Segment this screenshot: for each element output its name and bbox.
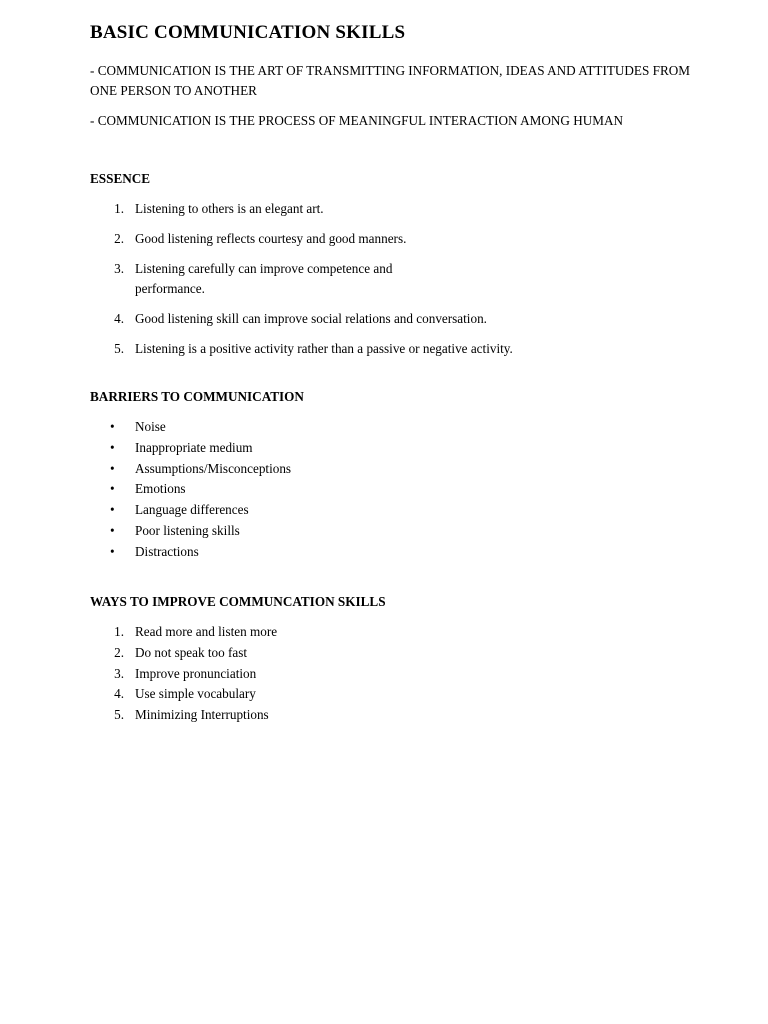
list-item-text: Use simple vocabulary xyxy=(135,686,256,702)
list-number: 5. xyxy=(114,707,124,723)
list-item xyxy=(90,459,291,479)
list-number: 2. xyxy=(114,644,124,660)
list-item-text: Good listening skill can improve social relations and conversation. xyxy=(135,311,487,326)
list-item xyxy=(90,417,291,437)
definition-2: - COMMUNICATION IS THE PROCESS OF MEANINGFUL INTERACTION AMONG HUMAN xyxy=(90,113,624,128)
list-item-text: Inappropriate medium xyxy=(135,439,253,455)
barriers-list xyxy=(90,417,291,563)
list-number: 4. xyxy=(114,686,124,702)
list-item-text: Read more and listen more xyxy=(135,624,278,639)
list-item-text: Language differences xyxy=(135,502,249,518)
list-item xyxy=(90,229,513,249)
definitions xyxy=(90,61,690,141)
list-item-text: Listening carefully can improve competence and performance. xyxy=(135,261,393,296)
list-number: 1. xyxy=(114,624,124,639)
bullet-icon: • xyxy=(110,419,115,434)
list-number: 2. xyxy=(114,231,124,246)
list-item xyxy=(90,309,513,329)
list-item xyxy=(90,199,513,219)
list-item xyxy=(90,500,291,520)
ways-list xyxy=(90,622,277,726)
document-title: BASIC COMMUNICATION SKILLS xyxy=(90,22,406,43)
ways-heading: WAYS TO IMPROVE COMMUNCATION SKILLS xyxy=(90,594,386,609)
definition-1: - COMMUNICATION IS THE ART OF TRANSMITTING INFORMATION, IDEAS AND ATTITUDES FROM ONE PERSON TO ANOTHER xyxy=(90,63,690,98)
list-item-text: Noise xyxy=(135,419,166,434)
list-item-text: Distractions xyxy=(135,543,199,559)
bullet-icon: • xyxy=(110,522,115,538)
barriers-heading: BARRIERS TO COMMUNICATION xyxy=(90,389,304,404)
bullet-icon: • xyxy=(110,460,115,476)
list-item-text: Listening to others is an elegant art. xyxy=(135,201,324,216)
bullet-icon: • xyxy=(110,502,115,518)
list-item xyxy=(90,438,291,458)
list-number: 1. xyxy=(114,201,124,216)
list-item-text: Assumptions/Misconceptions xyxy=(135,460,292,476)
list-item-text: Good listening reflects courtesy and good manners. xyxy=(135,231,407,246)
list-item xyxy=(90,259,513,299)
list-item-text: Poor listening skills xyxy=(135,522,240,538)
list-item-text: Do not speak too fast xyxy=(135,644,248,660)
list-item xyxy=(90,622,277,642)
list-number: 3. xyxy=(114,261,124,276)
list-item xyxy=(90,542,291,562)
list-item xyxy=(90,521,291,541)
list-item xyxy=(90,664,277,684)
list-item xyxy=(90,705,277,725)
list-number: 3. xyxy=(114,665,124,681)
list-item-text: Listening is a positive activity rather than a passive or negative activity. xyxy=(135,341,513,356)
list-item xyxy=(90,339,513,359)
list-item-text: Improve pronunciation xyxy=(135,665,257,681)
essence-heading: ESSENCE xyxy=(90,171,151,186)
list-number: 5. xyxy=(114,341,124,356)
list-item xyxy=(90,643,277,663)
list-item-text: Minimizing Interruptions xyxy=(135,707,269,723)
bullet-icon: • xyxy=(110,481,115,497)
list-number: 4. xyxy=(114,311,124,326)
list-item xyxy=(90,684,277,704)
list-item xyxy=(90,479,291,499)
essence-list xyxy=(90,199,513,369)
bullet-icon: • xyxy=(110,439,115,455)
bullet-icon: • xyxy=(110,543,115,559)
list-item-text: Emotions xyxy=(135,481,186,497)
